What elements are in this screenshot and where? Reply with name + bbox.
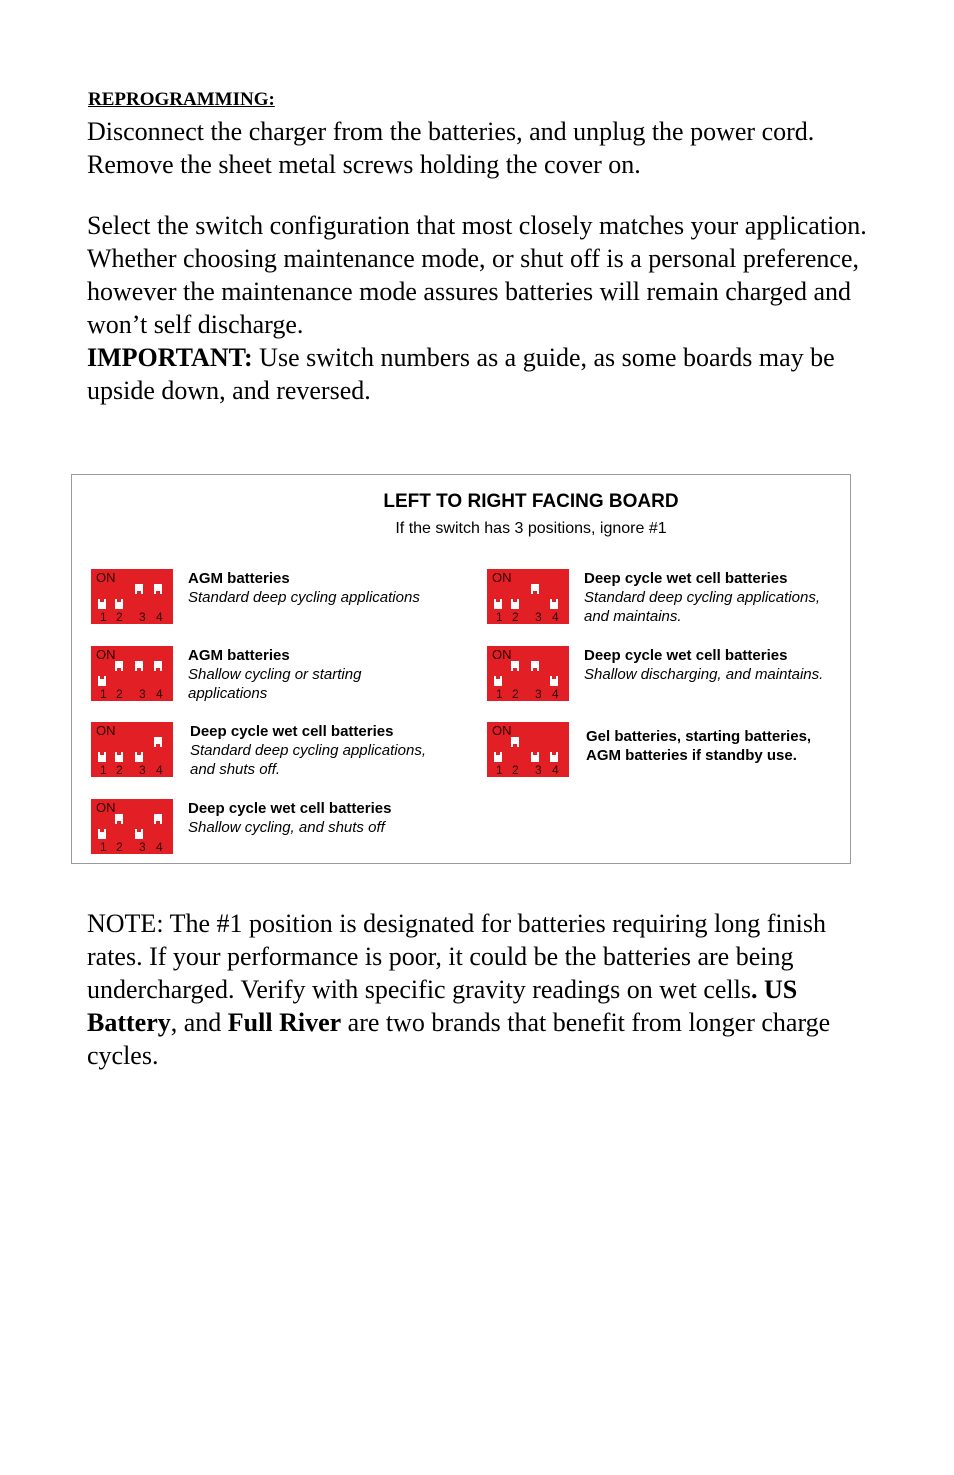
config-title: Deep cycle wet cell batteries [584,647,788,664]
diagram-subtitle: If the switch has 3 positions, ignore #1 [395,520,667,537]
switch-number: 2 [512,610,519,624]
important-label: IMPORTANT: [87,343,253,372]
switch-lever-1-down [494,599,502,609]
switch-lever-2-up [115,814,123,824]
switch-lever-3-up [135,584,143,594]
config-title: AGM batteries [188,570,290,587]
config-label [188,646,428,703]
select-text: Select the switch configuration that most closely matches your application. Whether choosing maintenance mode, or shut off is a personal preference, however the maintenance mode assures batteries will remain charged and won’t self discharge. [87,211,867,339]
on-label: ON [96,800,116,815]
switch-number: 1 [496,687,503,701]
config-title: Deep cycle wet cell batteries [188,800,392,817]
switch-lever-1-down [98,676,106,686]
switch-number: 2 [116,763,123,777]
switch-number: 3 [535,763,542,777]
switch-lever-4-up [154,584,162,594]
switch-number: 1 [100,763,107,777]
switch-lever-4-up [154,661,162,671]
switch-number: 3 [535,687,542,701]
note-connector: , and [170,1008,228,1037]
switch-lever-4-down [550,752,558,762]
on-label: ON [492,723,512,738]
config-title: AGM batteries [188,647,290,664]
switch-number: 3 [139,840,146,854]
config-title: Deep cycle wet cell batteries [190,723,394,740]
switch-lever-3-up [135,661,143,671]
switch-number: 4 [156,687,163,701]
on-label: ON [96,570,116,585]
config-description: Standard deep cycling applications, and shuts off. [190,742,426,778]
full-river-brand: Full River [227,1008,342,1037]
dip-switch-icon [91,569,173,624]
note-text: NOTE: The #1 position is designated for batteries requiring long finish rates. If your performance is poor, it could be the batteries are being undercharged. Verify with specific gravity readings on wet cells [87,909,826,1004]
dip-switch-icon [487,646,569,701]
config-description: Shallow cycling or starting applications [188,666,362,702]
config-label [188,799,428,837]
switch-number: 1 [100,610,107,624]
switch-number: 4 [552,610,559,624]
dip-switch-icon [487,569,569,624]
on-label: ON [492,570,512,585]
switch-number: 4 [156,610,163,624]
switch-lever-2-down [115,752,123,762]
us-battery-brand: . US Battery [87,975,798,1037]
switch-number: 2 [116,610,123,624]
config-title: Deep cycle wet cell batteries [584,570,788,587]
switch-number: 4 [552,763,559,777]
switch-lever-2-up [511,737,519,747]
note-paragraph [87,907,877,1072]
switch-lever-3-up [531,584,539,594]
switch-lever-4-up [154,814,162,824]
switch-number: 3 [139,763,146,777]
config-description: Standard deep cycling applications, and maintains. [584,589,820,625]
switch-number: 2 [116,840,123,854]
switch-number: 2 [512,763,519,777]
config-title: Gel batteries, starting batteries, AGM batteries if standby use. [586,728,812,764]
important-text: Use switch numbers as a guide, as some boards may be upside down, and reversed. [87,343,835,405]
dip-switch-icon [91,646,173,701]
on-label: ON [96,723,116,738]
switch-lever-4-up [154,737,162,747]
config-description: Standard deep cycling applications [188,589,420,606]
switch-lever-2-down [115,599,123,609]
switch-lever-1-down [494,752,502,762]
dip-switch-icon [91,799,173,854]
switch-number: 4 [552,687,559,701]
switch-lever-1-down [98,599,106,609]
switch-lever-4-down [550,676,558,686]
section-heading: REPROGRAMMING: [88,89,275,110]
select-configuration-paragraph [87,209,877,407]
switch-lever-4-down [550,599,558,609]
switch-lever-3-down [135,752,143,762]
switch-number: 1 [496,763,503,777]
switch-lever-1-down [494,676,502,686]
switch-number: 4 [156,840,163,854]
switch-number: 3 [139,687,146,701]
switch-lever-1-down [98,829,106,839]
switch-number: 3 [535,610,542,624]
diagram-title: LEFT TO RIGHT FACING BOARD [383,491,679,512]
config-description: Shallow cycling, and shuts off [188,819,385,836]
switch-number: 3 [139,610,146,624]
switch-lever-3-down [135,829,143,839]
dip-switch-icon [487,722,569,777]
switch-number: 1 [100,840,107,854]
switch-lever-3-up [531,661,539,671]
on-label: ON [96,647,116,662]
switch-lever-2-up [511,661,519,671]
config-description: Shallow discharging, and maintains. [584,666,824,683]
switch-lever-3-down [531,752,539,762]
config-label [190,722,430,779]
switch-number: 4 [156,763,163,777]
on-label: ON [492,647,512,662]
switch-configuration-diagram [71,474,851,864]
switch-number: 2 [116,687,123,701]
config-label [584,569,824,626]
note-ending: are two brands that benefit from longer charge cycles. [87,1008,831,1070]
switch-number: 1 [100,687,107,701]
disconnect-paragraph: Disconnect the charger from the batteries, and unplug the power cord. Remove the sheet metal screws holding the cover on. [87,117,815,179]
config-label [584,646,824,684]
switch-lever-2-up [115,661,123,671]
config-label [188,569,428,607]
dip-switch-icon [91,722,173,777]
switch-lever-2-down [511,599,519,609]
switch-number: 1 [496,610,503,624]
config-label [586,727,848,765]
switch-lever-1-down [98,752,106,762]
switch-number: 2 [512,687,519,701]
